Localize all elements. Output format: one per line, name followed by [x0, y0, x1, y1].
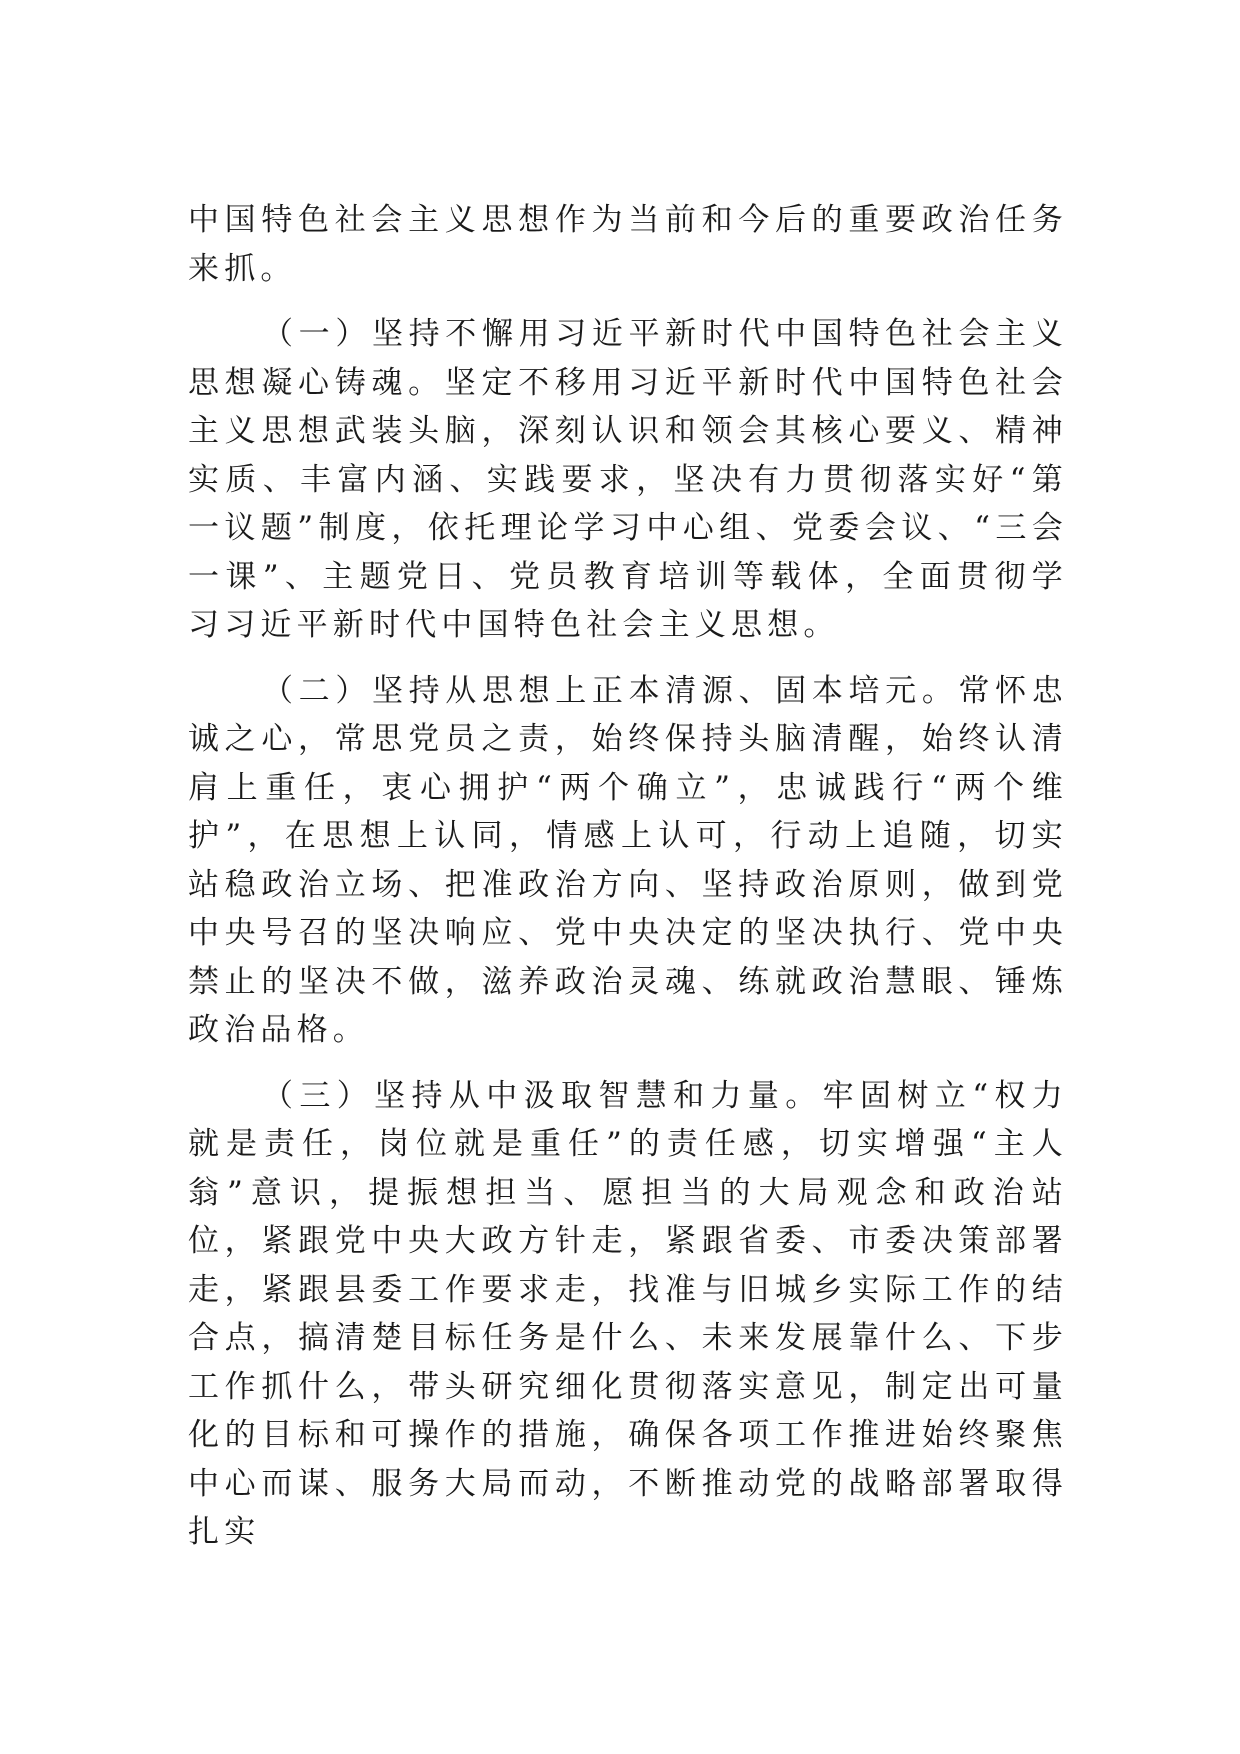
paragraph-section-3: （三）坚持从中汲取智慧和力量。牢固树立“权力就是责任，岗位就是重任”的责任感，切实增强“主人翁”意识，提振想担当、愿担当的大局观念和政治站位，紧跟党中央大政方针走，紧跟省委、市委决策部署走，紧跟县委工作要求走，找准与旧城乡实际工作的结合点，搞清楚目标任务是什么、未来发展靠什么、下步工作抓什么，带头研究细化贯彻落实意见，制定出可量化的目标和可操作的措施，确保各项工作推进始终聚焦中心而谋、服务大局而动，不断推动党的战略部署取得扎实	[188, 1077, 1068, 1550]
paragraph-section-1: （一）坚持不懈用习近平新时代中国特色社会主义思想凝心铸魂。坚定不移用习近平新时代中国特色社会主义思想武装头脑，深刻认识和领会其核心要义、精神实质、丰富内涵、实践要求，坚决有力贯彻落实好“第一议题”制度，依托理论学习中心组、党委会议、“三会一课”、主题党日、党员教育培训等载体，全面贯彻学习习近平新时代中国特色社会主义思想。	[188, 316, 1068, 643]
paragraph-continuation: 中国特色社会主义思想作为当前和今后的重要政治任务来抓。	[188, 202, 1068, 287]
document-body	[188, 196, 1068, 1557]
paragraph-section-2: （二）坚持从思想上正本清源、固本培元。常怀忠诚之心，常思党员之责，始终保持头脑清醒，始终认清肩上重任，衷心拥护“两个确立”，忠诚践行“两个维护”，在思想上认同，情感上认可，行动上追随，切实站稳政治立场、把准政治方向、坚持政治原则，做到党中央号召的坚决响应、党中央决定的坚决执行、党中央禁止的坚决不做，滋养政治灵魂、练就政治慧眼、锤炼政治品格。	[188, 672, 1068, 1048]
